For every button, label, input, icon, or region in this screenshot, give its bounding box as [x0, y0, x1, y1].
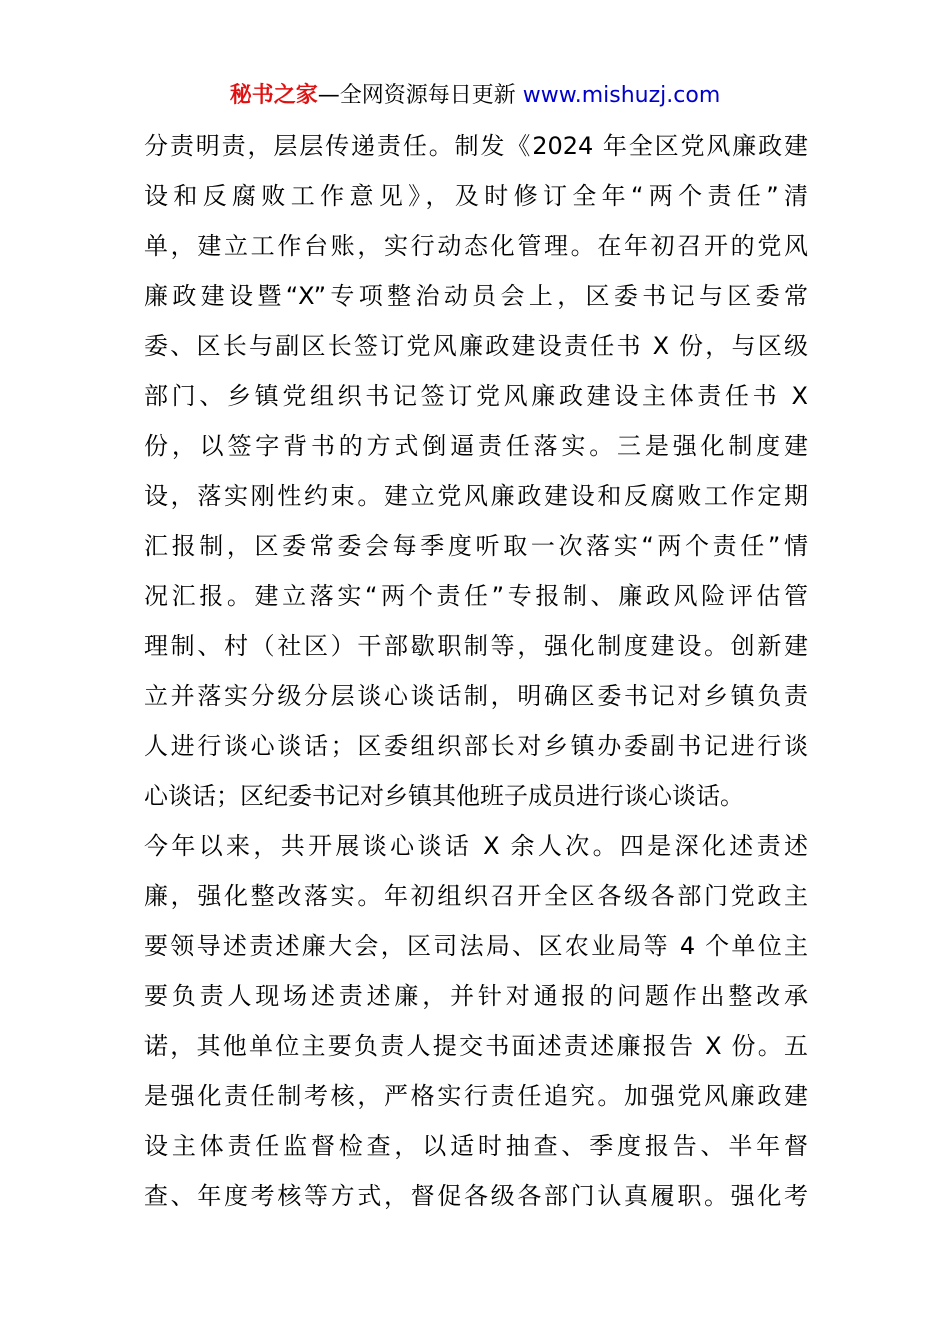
- website-link[interactable]: www.mishuzj.com: [522, 83, 721, 108]
- body-line: 要负责人现场述责述廉，并针对通报的问题作出整改承: [144, 982, 808, 1010]
- body-line: 今年以来，共开展谈心谈话 X 余人次。四是深化述责述: [144, 832, 808, 860]
- body-line: 诺，其他单位主要负责人提交书面述责述廉报告 X 份。五: [144, 1032, 808, 1060]
- body-line: 单，建立工作台账，实行动态化管理。在年初召开的党风: [144, 232, 808, 260]
- body-line: 分责明责，层层传递责任。制发《2024 年全区党风廉政建: [144, 132, 808, 160]
- body-line: 设和反腐败工作意见》，及时修订全年“两个责任”清: [144, 182, 808, 210]
- body-line: 人进行谈心谈话；区委组织部长对乡镇办委副书记进行谈: [144, 732, 808, 760]
- body-line: 设主体责任监督检查，以适时抽查、季度报告、半年督: [144, 1132, 808, 1160]
- body-line: 份，以签字背书的方式倒逼责任落实。三是强化制度建: [144, 432, 808, 460]
- header-tagline: —全网资源每日更新: [317, 83, 516, 108]
- body-line: 立并落实分级分层谈心谈话制，明确区委书记对乡镇负责: [144, 682, 808, 710]
- body-line: 是强化责任制考核，严格实行责任追究。加强党风廉政建: [144, 1082, 808, 1110]
- body-line: 理制、村（社区）干部歇职制等，强化制度建设。创新建: [144, 632, 808, 660]
- body-line: 廉政建设暨“X”专项整治动员会上，区委书记与区委常: [144, 282, 808, 310]
- brand-name: 秘书之家: [229, 83, 318, 108]
- body-line: 查、年度考核等方式，督促各级各部门认真履职。强化考: [144, 1182, 808, 1210]
- body-line: 汇报制，区委常委会每季度听取一次落实“两个责任”情: [144, 532, 808, 560]
- page-header: [0, 78, 950, 114]
- body-line: 部门、乡镇党组织书记签订党风廉政建设主体责任书 X: [144, 382, 808, 410]
- body-line: 设，落实刚性约束。建立党风廉政建设和反腐败工作定期: [144, 482, 808, 510]
- body-line: 心谈话；区纪委书记对乡镇其他班子成员进行谈心谈话。: [144, 782, 744, 810]
- body-line: 廉，强化整改落实。年初组织召开全区各级各部门党政主: [144, 882, 808, 910]
- document-body: [144, 121, 808, 1221]
- body-line: 况汇报。建立落实“两个责任”专报制、廉政风险评估管: [144, 582, 808, 610]
- body-line: 委、区长与副区长签订党风廉政建设责任书 X 份，与区级: [144, 332, 808, 360]
- body-line: 要领导述责述廉大会，区司法局、区农业局等 4 个单位主: [144, 932, 808, 960]
